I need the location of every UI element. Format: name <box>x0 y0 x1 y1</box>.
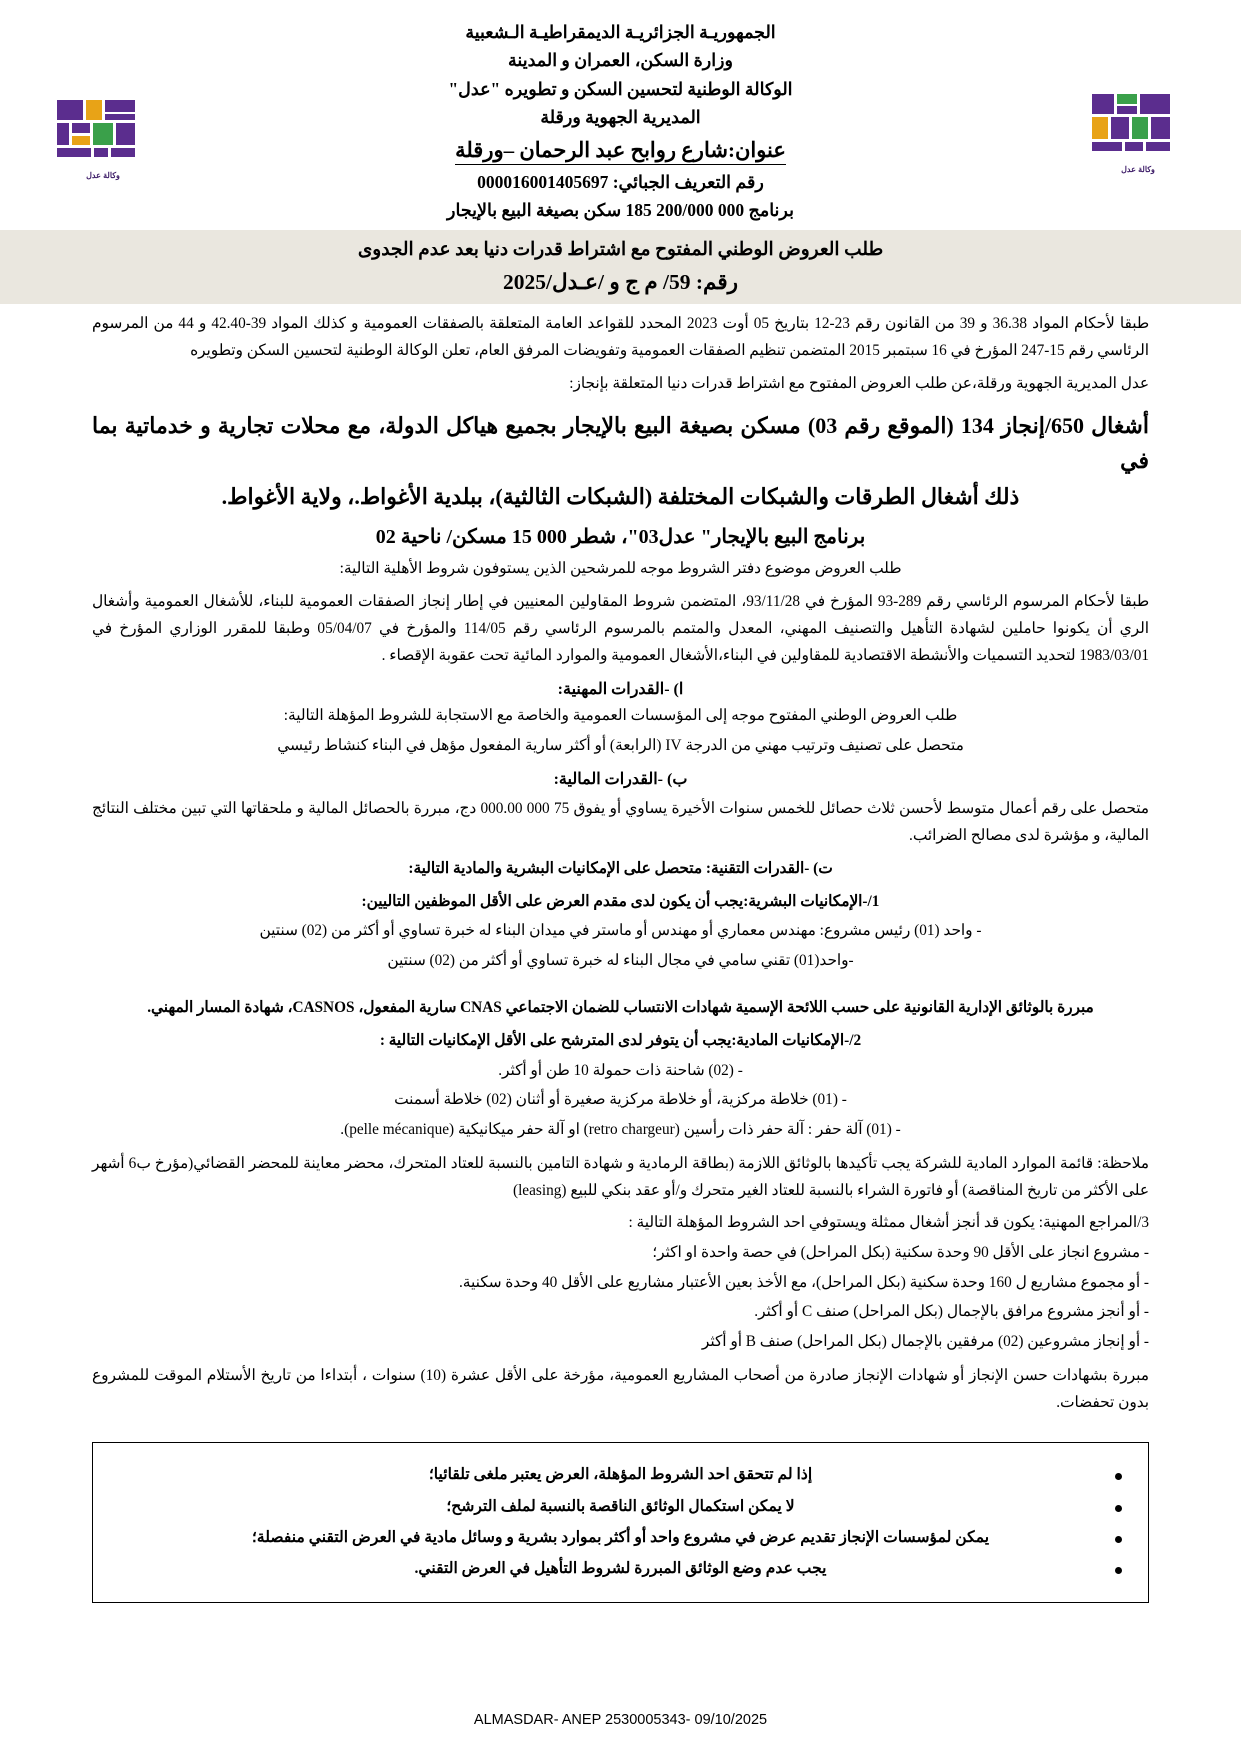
aadl-logo-left <box>55 98 151 182</box>
agency-address <box>92 138 1149 163</box>
condition-item <box>119 1553 1122 1584</box>
project-headline-line1: أشغال 650/إنجاز 134 (الموقع رقم 03) مسكن بصيغة البيع بالإيجار بجميع هياكل الدولة، مع محلات تجارية و خدماتية بما في <box>92 412 1149 474</box>
financial-requirement: متحصل على رقم أعمال متوسط لأحسن ثلاث حصائل للخمس سنوات الأخيرة يساوي أو يفوق 75 000 000.00 دج، مبررة بالحصائل المالية و ملحقاتها التي تبين مختلف النتائج المالية، و مؤشرة لدى مصالح الضرائب. <box>92 799 1149 844</box>
reference-item: - أو مجموع مشاريع ل 160 وحدة سكنية (بكل المراحل)، مع الأخذ بعين الأعتبار مشاريع على الأقل 40 وحدة سكنية. <box>458 1273 1149 1291</box>
human-resources-heading: 1/-الإمكانيات البشرية:يجب أن يكون لدى مقدم العرض على الأقل الموظفين التاليين: <box>361 893 880 911</box>
project-program-line: برنامج البيع بالإيجار" عدل03"، شطر 000 15 مسكن/ ناحية 02 <box>375 525 866 548</box>
condition-text: إذا لم تتحقق احد الشروط المؤهلة، العرض يعتبر ملغى تلقائيا؛ <box>428 1466 813 1484</box>
condition-text: لا يمكن استكمال الوثائق الناقصة بالنسبة لملف الترشح؛ <box>446 1497 795 1515</box>
eligibility-legal-body: طبقا لأحكام المرسوم الرئاسي رقم 289-93 المؤرخ في 93/11/28، المتضمن شروط المقاولين المعنيين في إطار إنجاز الصفقات العمومية للبناء، للأشغال العمومية وأشغال الري أن يكونوا حاملين لشهادة التأهيل والتصنيف المهني، المعدل والمتمم بالمرسوم الرئاسي رقم 114/05 والمؤرخ في 05/04/07 وطبقا للمقرر الوزاري المؤرخ في 1983/03/01 لتحديد التسميات والأنشطة الاقتصادية للمقاولين في البناء،الأشغال العمومية والموارد المائية تحت عقوبة الإقصاء . <box>92 592 1150 665</box>
footer-anep-reference: ALMASDAR- ANEP 2530005343- 09/10/2025 <box>473 1712 768 1728</box>
human-resource-item: -واحد(01) تقني سامي في مجال البناء له خبرة تساوي أو أكثر من (02) سنتين <box>387 952 854 970</box>
tax-id-row <box>92 172 1149 193</box>
agency-address-text: عنوان:شارع روابح عبد الرحمان –ورقلة <box>455 138 786 165</box>
project-headline <box>92 408 1149 515</box>
social-security-note: مبررة بالوثائق الإدارية القانونية على حسب اللائحة الإسمية شهادات الانتساب للضمان الاجتماعي CNAS سارية المفعول، CASNOS، شهادة المسار المهني. <box>147 999 1094 1017</box>
header-line-agency: الوكالة الوطنية لتحسين السكن و تطويره "عدل" <box>448 78 793 99</box>
condition-item <box>119 1459 1122 1490</box>
section-heading-references: 3/المراجع المهنية: يكون قد أنجز أشغال ممثلة ويستوفي احد الشروط المؤهلة التالية : <box>628 1214 1149 1232</box>
condition-item <box>119 1522 1122 1553</box>
logo-caption-left: وكالة عدل <box>86 171 120 180</box>
document-footer <box>0 1712 1241 1728</box>
bullet-icon <box>1115 1567 1122 1574</box>
bullet-icon <box>1115 1536 1122 1543</box>
professional-line-2: متحصل على تصنيف وترتيب مهني من الدرجة IV (الرابعة) أو أكثر سارية المفعول مؤهل في البناء كنشاط رئيسي <box>277 737 964 755</box>
project-headline-line2: ذلك أشغال الطرقات والشبكات المختلفة (الشبكات الثالثية)، ببلدية الأغواط.، ولاية الأغواط. <box>221 484 1020 510</box>
conditions-box <box>92 1442 1149 1603</box>
legal-basis-paragraph: طبقا لأحكام المواد 36.38 و 39 من القانون رقم 23-12 بتاريخ 05 أوت 2023 المحدد للقواعد العامة المتعلقة بالصفقات العمومية و كذلك المواد 39-42.40 و 44 من المرسوم الرئاسي رقم 15-247 المؤرخ في 16 سبتمبر 2015 المتضمن تنظيم الصفقات العمومية وتفويضات المرفق العام، تعلن الوكالة الوطنية لتحسين السكن وتطويره <box>92 315 1150 360</box>
legal-basis-continuation: عدل المديرية الجهوية ورقلة،عن طلب العروض المفتوح مع اشتراط قدرات دنيا المتعلقة بإنجاز: <box>569 374 1149 392</box>
bullet-icon <box>1115 1505 1122 1512</box>
document-header <box>92 18 1149 131</box>
program-header-line: برنامج 000 200/000 185 سكن بصيغة البيع بالإيجار <box>447 200 794 221</box>
section-heading-professional: ا) -القدرات المهنية: <box>557 680 684 698</box>
section-heading-technical: ت) -القدرات التقنية: متحصل على الإمكانيات البشرية والمادية التالية: <box>408 860 833 878</box>
section-heading-financial: ب) -القدرات المالية: <box>553 770 688 788</box>
bullet-icon <box>1115 1473 1122 1480</box>
reference-item: - أو إنجاز مشروعين (02) مرفقين بالإجمال (بكل المراحل) صنف B أو أكثر <box>701 1333 1149 1351</box>
tax-id-label: رقم التعريف الجبائي: <box>612 172 764 193</box>
condition-item <box>119 1491 1122 1522</box>
tender-reference: رقم: 59/ م ج و /عـدل/2025 <box>502 270 739 295</box>
spacer <box>92 975 1149 988</box>
header-line-directorate: المديرية الجهوية ورقلة <box>540 107 701 128</box>
header-line-republic: الجمهوريـة الجزائريـة الديمقراطيـة الـشعبية <box>465 22 776 42</box>
eligibility-intro: طلب العروض موضوع دفتر الشروط موجه للمرشحين الذين يستوفون شروط الأهلية التالية: <box>339 559 902 577</box>
material-resources-remark: ملاحظة: قائمة الموارد المادية للشركة يجب تأكيدها بالوثائق اللازمة (بطاقة الرمادية و شهادة التامين بالنسبة للعتاد المتحرك، محضر معاينة للمحضر القضائي(مؤرخ ب6 أشهر على الأكثر من تاريخ المناقصة) أو فاتورة الشراء بالنسبة للعتاد الغير متحرك و/أو عقد بنكي للبيع (leasing) <box>92 1155 1149 1200</box>
material-resource-item: - (01) خلاطة مركزية، أو خلاطة مركزية صغيرة أو أثنان (02) خلاطة أسمنت <box>394 1091 847 1109</box>
professional-line-1: طلب العروض الوطني المفتوح موجه إلى المؤسسات العمومية والخاصة مع الاستجابة للشروط المؤهلة التالية: <box>283 706 958 724</box>
references-footnote: مبررة بشهادات حسن الإنجاز أو شهادات الإنجاز صادرة من أصحاب المشاريع العمومية، مؤرخة على الأقل عشرة (10) سنوات ، أبتداءا من تاريخ الأستلام الموقت للمشروع بدون تحفضات. <box>92 1367 1149 1412</box>
reference-item: - مشروع انجاز على الأقل 90 وحدة سكنية (بكل المراحل) في حصة واحدة او اكثر؛ <box>652 1243 1149 1261</box>
human-resource-item: - واحد (01) رئيس مشروع: مهندس معماري أو مهندس أو ماستر في ميدان البناء له خبرة تساوي أو أكثر من (02) سنتين <box>259 922 982 940</box>
logo-caption-right: وكالة عدل <box>1121 165 1155 174</box>
condition-text: يمكن لمؤسسات الإنجاز تقديم عرض في مشروع واحد أو أكثر بموارد بشرية و وسائل مادية في العرض التقني منفصلة؛ <box>251 1528 990 1546</box>
condition-text: يجب عدم وضع الوثائق المبررة لشروط التأهيل في العرض التقني. <box>414 1560 827 1578</box>
reference-item: - أو أنجز مشروع مرافق بالإجمال (بكل المراحل) صنف C أو أكثر. <box>754 1303 1149 1321</box>
tax-id-value: 000016001405697 <box>477 172 609 193</box>
material-resources-heading: 2/-الإمكانيات المادية:يجب أن يتوفر لدى المترشح على الأقل الإمكانيات التالية : <box>379 1032 862 1050</box>
material-resource-item: - (02) شاحنة ذات حمولة 10 طن أو أكثر. <box>498 1061 743 1079</box>
aadl-logo-right <box>1090 92 1186 176</box>
conditions-list <box>119 1459 1122 1584</box>
header-line-ministry: وزارة السكن، العمران و المدينة <box>508 50 733 71</box>
material-resource-item: - (01) آلة حفر : آلة حفر ذات رأسين (retro chargeur) او آلة حفر ميكانيكية (pelle mécanique). <box>340 1121 901 1139</box>
tender-title: طلب العروض الوطني المفتوح مع اشتراط قدرات دنيا بعد عدم الجدوى <box>357 240 884 261</box>
tender-title-band <box>0 230 1241 304</box>
